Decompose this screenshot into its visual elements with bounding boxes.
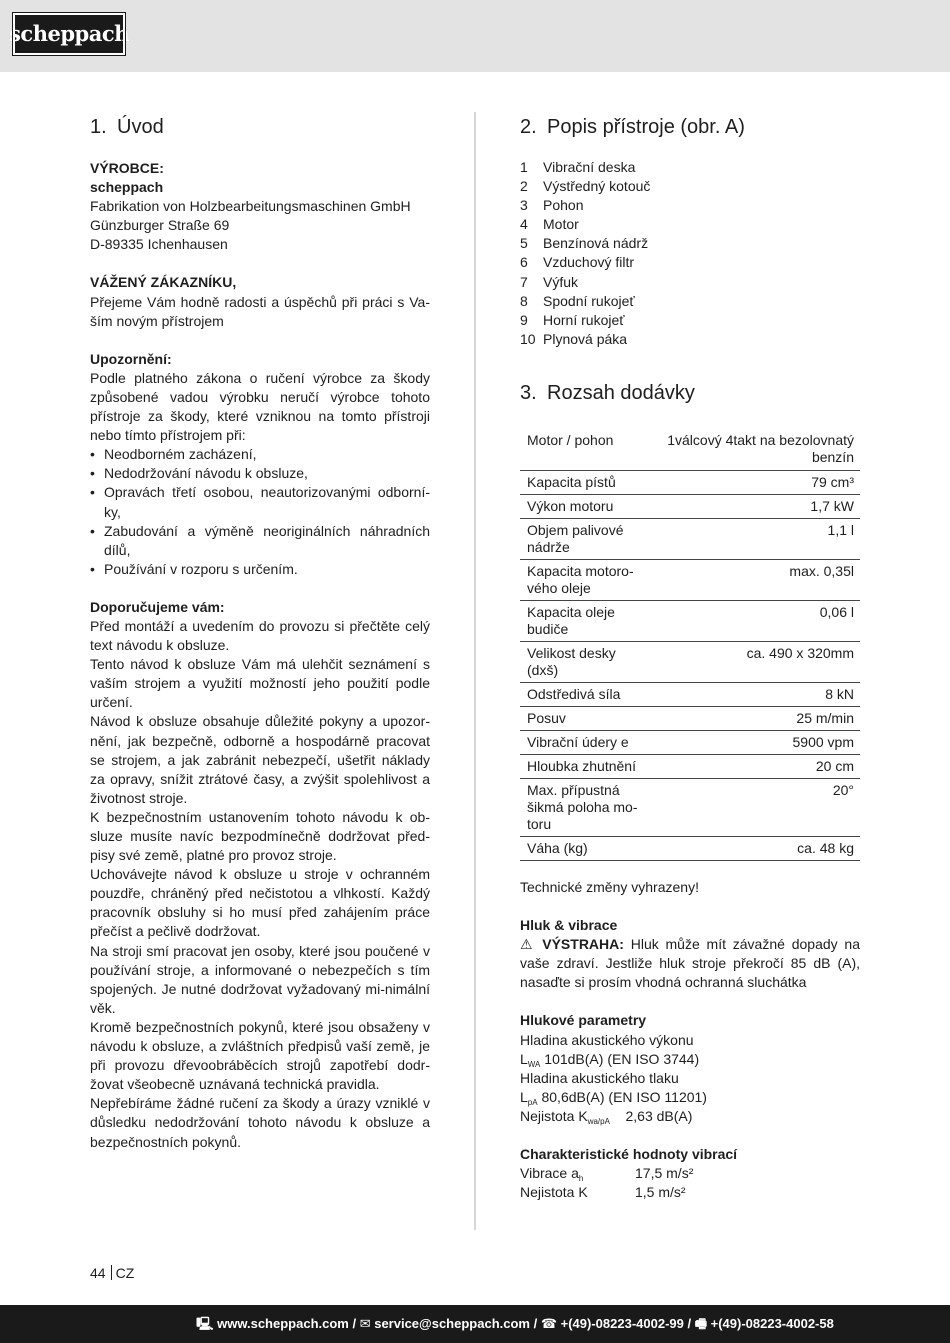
list-item: 3 Pohon — [520, 197, 584, 214]
column-divider — [474, 112, 476, 1230]
spec-label: Posuv — [520, 706, 648, 730]
spec-label: Vibrační údery e — [520, 730, 648, 754]
manufacturer-heading: VÝROBCE: — [90, 160, 164, 176]
spec-value: 79 cm³ — [648, 470, 860, 494]
table-row — [520, 559, 860, 600]
spec-value: ca. 48 kg — [648, 836, 860, 860]
warning-text — [520, 935, 860, 992]
page-footer: 🖳 www.scheppach.com / ✉ service@scheppach.com / ☎ +(49)-08223-4002-99 / 🖷 +(49)-08223-4002-58 — [0, 1305, 950, 1343]
spec-value: 8 kN — [648, 682, 860, 706]
intro-title: 1. Úvod — [90, 116, 164, 138]
phone-icon: ☎ — [540, 1316, 561, 1332]
delivery-title: 3. Rozsah dodávky — [520, 381, 695, 404]
manufacturer-name: scheppach — [90, 179, 164, 196]
recommend-paragraph: Nepřebíráme žádné ručení za škody a úrazy vzniklé v důsledku nedodržování tohoto návodu k obsluze a bezpečnostních pokynů. — [90, 1095, 430, 1150]
customer-text: Přejeme Vám hodně radosti a úspěchů při práci s Va-ším novým přístrojem — [90, 293, 430, 329]
spec-value: 1,1 l — [648, 518, 860, 559]
table-row — [520, 641, 860, 682]
table-row — [520, 424, 860, 471]
spec-label: Kapacita pístů — [520, 470, 648, 494]
pressure-label: Hladina akustického tlaku — [520, 1069, 679, 1086]
recommend-paragraph: Kromě bezpečnostních pokynů, které jsou obsaženy v návodu k obsluze, a zvláštních předpisů vaší země, je při provozu dřevoobráběcích strojů zapotřebí dodr-žovat všeobecně uznávaná technická pravidla. — [90, 1018, 430, 1093]
recommend-paragraph: Před montáží a uvedením do provozu si přečtěte celý text návodu k obsluze. — [90, 617, 430, 654]
spec-label: Velikost desky (dxš) — [520, 641, 648, 682]
recommend-paragraph: Na stroji smí pracovat jen osoby, které jsou poučené v používání stroje, a informované o nebezpečích s tím spojených. Je nutné dodržovat vyžadovaný mi-nimální věk. — [90, 942, 430, 1016]
page-number: 44 CZ — [90, 1265, 135, 1281]
footer-web[interactable]: www.scheppach.com — [217, 1316, 349, 1332]
spec-label: Výkon motoru — [520, 494, 648, 518]
warning-label: VÝSTRAHA: — [542, 936, 624, 953]
footer-email[interactable]: service@scheppach.com — [374, 1316, 530, 1332]
customer-heading: VÁŽENÝ ZÁKAZNÍKU, — [90, 274, 237, 291]
table-row — [520, 754, 860, 778]
spec-value: 1,7 kW — [648, 494, 860, 518]
power-label: Hladina akustického výkonu — [520, 1031, 694, 1048]
manufacturer-line: Günzburger Straße 69 — [90, 217, 230, 234]
spec-table — [520, 424, 860, 861]
notice-text: Podle platného zákona o ručení výrobce za škody způsobené vadou výrobku neručí výrobce tohoto přístroje za škody, které vzniknou na tomto přístroji nebo tímto přístrojem při: — [90, 369, 430, 444]
warning-icon: ⚠ — [520, 936, 536, 953]
table-row — [520, 470, 860, 494]
manufacturer-line: D-89335 Ichenhausen — [90, 236, 228, 253]
recommend-paragraph: Uchovávejte návod k obsluze u stroje v ochranném pouzdře, chráněný před nečistotou a vlhkostí. Každý pracovník obsluhy si ho musí před zahájením práce přečíst a pečlivě dodržovat. — [90, 866, 430, 940]
list-item: 2 Výstředný kotouč — [520, 178, 651, 195]
list-item: • Zabudování a výměně neoriginálních náhradních dílů, — [90, 522, 430, 560]
manufacturer-line: Fabrikation von Holzbearbeitungsmaschinen GmbH — [90, 198, 411, 215]
notice-list — [90, 445, 430, 579]
vibration-line: Vibrace $a_h$ 17,5 m/s² — [520, 1165, 694, 1184]
list-item: 5 Benzínová nádrž — [520, 235, 649, 252]
spec-label: Hloubka zhutnění — [520, 754, 648, 778]
list-item: 9 Horní rukojeť — [520, 311, 625, 328]
table-row — [520, 494, 860, 518]
spec-label: Motor / pohon — [520, 424, 648, 471]
table-row — [520, 836, 860, 860]
spec-label: Váha (kg) — [520, 836, 648, 860]
recommend-paragraph: Návod k obsluze obsahuje důležité pokyny a upozor-nění, jak bezpečně, odborně a hospodárně pracovat se strojem, a jak zabránit nebezpečí, ušetřit náklady za opravy, snížit ztrátové časy, a zvýšit spolehlivost a životnost stroje. — [90, 713, 430, 806]
table-row — [520, 518, 860, 559]
noise-heading: Hluk & vibrace — [520, 917, 618, 934]
recommend-paragraph: K bezpečnostním ustanovením tohoto návodu k ob-sluze musíte navíc bezpodmínečně dodržovat před-pisy své země, platné pro provoz stroje. — [90, 808, 430, 864]
lpa-line: $L_{pA}$ 80,6dB(A) (EN ISO 11201) — [520, 1088, 707, 1107]
mail-icon: ✉ — [359, 1316, 375, 1332]
warning-body: Hluk může mít závažné dopady na vaše zdraví. Jestliže hluk stroje překročí 85 dB (A), nasaďte si prosím vhodná ochranná sluchátka — [520, 936, 860, 991]
spec-value: 1válcový 4takt na bezolovnatý benzín — [648, 424, 860, 471]
table-row — [520, 682, 860, 706]
spec-label: Max. přípustná šikmá poloha mo-toru — [520, 778, 648, 836]
list-item: • Nedodržování návodu k obsluze, — [90, 464, 430, 483]
table-row — [520, 706, 860, 730]
spec-label: Kapacita oleje budiče — [520, 600, 648, 641]
list-item: • Používání v rozporu s určením. — [90, 560, 430, 579]
spec-value: 25 m/min — [648, 706, 860, 730]
list-item: 1 Vibrační deska — [520, 159, 636, 175]
spec-value: 5900 vpm — [648, 730, 860, 754]
fax-icon: 🖷 — [694, 1316, 711, 1332]
vibration-heading: Charakteristické hodnoty vibrací — [520, 1145, 738, 1162]
spec-value: 20° — [648, 778, 860, 836]
parts-list — [520, 158, 860, 349]
footer-phone: +(49)-08223-4002-99 — [560, 1316, 684, 1332]
list-item: • Neodborném zacházení, — [90, 445, 430, 464]
list-item: 7 Výfuk — [520, 273, 579, 290]
spec-value: max. 0,35l — [648, 559, 860, 600]
list-item: 6 Vzduchový filtr — [520, 254, 635, 271]
scheppach-logo: scheppach — [13, 13, 125, 55]
list-item: 10 Plynová páka — [520, 330, 628, 347]
lwa-line: $L_{WA}$ 101dB(A) (EN ISO 3744) — [520, 1050, 700, 1069]
intro-section — [90, 114, 430, 1152]
right-column — [520, 114, 860, 1202]
spec-label: Odstředivá síla — [520, 682, 648, 706]
spec-value: 20 cm — [648, 754, 860, 778]
monitor-icon: 🖳 — [196, 1316, 218, 1332]
spec-label: Objem palivové nádrže — [520, 518, 648, 559]
changes-note: Technické změny vyhrazeny! — [520, 878, 699, 895]
spec-value: 0,06 l — [648, 600, 860, 641]
list-item: 8 Spodní rukojeť — [520, 292, 635, 309]
vibration-uncertainty-line: Nejistota K 1,5 m/s² — [520, 1184, 686, 1201]
spec-label: Kapacita motoro-vého oleje — [520, 559, 648, 600]
recommend-heading: Doporučujeme vám: — [90, 598, 225, 615]
list-item: 4 Motor — [520, 216, 579, 233]
list-item: • Opravách třetí osobou, neautorizovanými odborní-ky, — [90, 483, 430, 521]
noise-params-heading: Hlukové parametry — [520, 1012, 647, 1029]
footer-fax: +(49)-08223-4002-58 — [710, 1316, 834, 1332]
page-header — [0, 0, 950, 72]
recommend-paragraph: Tento návod k obsluze Vám má ulehčit seznámení s vaším strojem a využití možností jeho použití podle určení. — [90, 656, 430, 711]
notice-heading: Upozornění: — [90, 350, 172, 367]
table-row — [520, 730, 860, 754]
description-title: 2. Popis přístroje (obr. A) — [520, 116, 745, 138]
uncertainty-line: Nejistota $K_{wa/pA}$ 2,63 dB(A) — [520, 1107, 693, 1126]
spec-value: ca. 490 x 320mm — [648, 641, 860, 682]
table-row — [520, 778, 860, 836]
table-row — [520, 600, 860, 641]
